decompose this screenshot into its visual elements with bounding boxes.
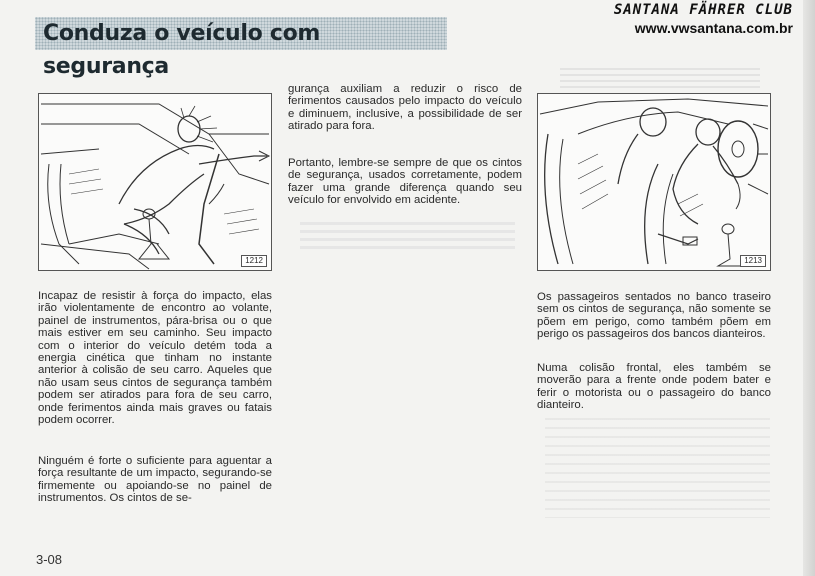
illustration-driver-impact [38, 93, 272, 271]
figure-number-right: 1213 [740, 255, 766, 267]
paragraph-belts-reduce-risk: gurança auxiliam a reduzir o risco de ferimentos causados pelo impacto do veículo e diminuem, inclusive, a possibilidade de ser atirado para fora. [288, 83, 522, 133]
paragraph-frontal-collision: Numa colisão frontal, eles também se moverão para a frente onde podem bater e ferir o motorista ou o passageiro do banco dianteiro. [537, 362, 771, 412]
page-number: 3-08 [36, 552, 63, 567]
bleed-through-text [545, 418, 770, 518]
paragraph-impact-force: Incapaz de resistir à força do impacto, elas irão violentamente de encontro ao volante, painel de instrumentos, pára-brisa ou o que mais estiver em seu caminho. Seu impacto com o interior do veículo detém toda a energia cinética que tinham no instante anterior à colisão de seu carro. Aqueles que não usam seus cintos de segurança também podem ser atirados para fora de seu carro, onde ferimentos ainda mais graves ou fatais podem ocorrer. [38, 290, 272, 427]
rear-passenger-drawing [538, 94, 770, 270]
illustration-rear-passenger [537, 93, 771, 271]
paragraph-rear-passengers: Os passageiros sentados no banco traseiro sem os cintos de segurança, não somente se põem em perigo, como também põem em perigo os passageiros dos bancos dianteiros. [537, 291, 771, 341]
title-banner [35, 17, 447, 79]
driver-impact-drawing [39, 94, 271, 270]
paragraph-remember-belts: Portanto, lembre-se sempre de que os cintos de segurança, usados corretamente, podem fazer uma grande diferença quando seu veículo for envolvido em acidente. [288, 157, 522, 207]
paragraph-nobody-strong-enough: Ninguém é forte o suficiente para aguentar a força resultante de um impacto, segurando-se firmemente ou apoiando-se no painel de instrumentos. Os cintos de se- [38, 455, 272, 505]
bleed-through-text [560, 68, 760, 88]
figure-number-left: 1212 [241, 255, 267, 267]
page-edge [803, 0, 815, 576]
page-title: Conduza o veículo com segurança [43, 21, 321, 79]
bleed-through-text [300, 222, 515, 250]
club-url-watermark: www.vwsantana.com.br [634, 20, 793, 36]
club-name-watermark: SANTANA FÄHRER CLUB [613, 2, 793, 18]
